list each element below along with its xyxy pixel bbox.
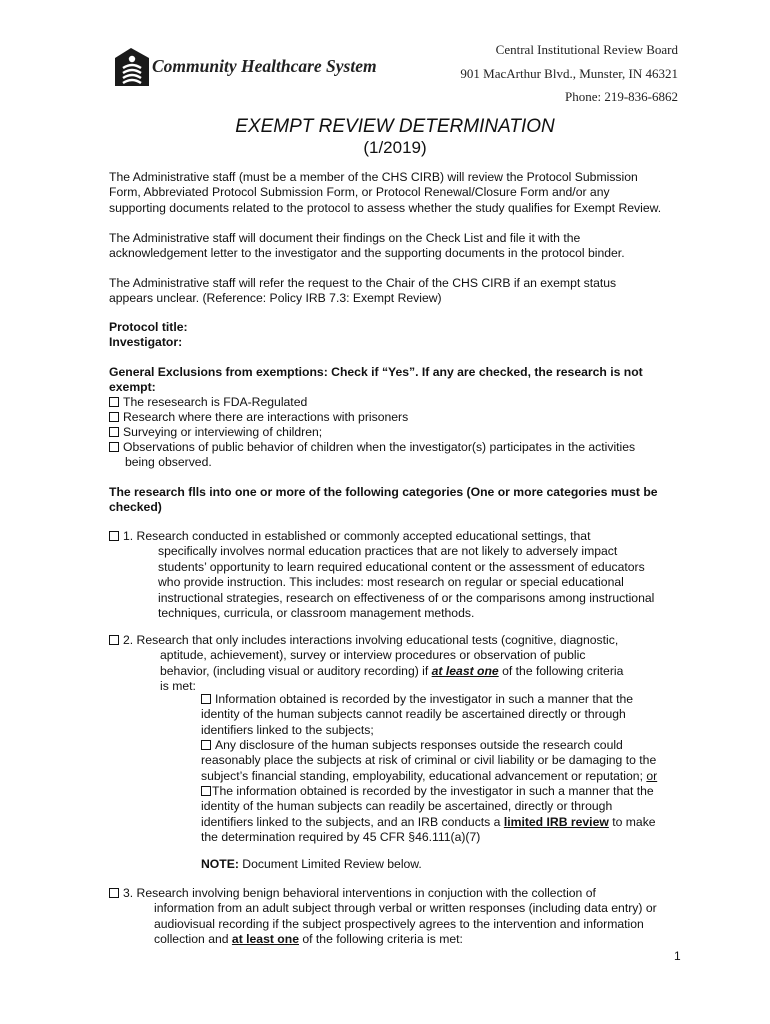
intro-paragraph-1: The Administrative staff (must be a member of the CHS CIRB) will review the Protocol Submission Form, Abbreviated Protocol Submission Form, or Protocol Renewal/Closure Form and/or any supporting documents related to the protocol to assess whether the study qualifies for Exempt Review.	[109, 170, 662, 215]
category-2: 2. Research that only includes interactions involving educational tests (cognitive, diagnostic, aptitude, achievement), survey or interview procedures or observation of public behavior, (including visual or auditory recording) if at least one of the following criteria is met:	[109, 633, 689, 695]
org-name: Community Healthcare System	[152, 56, 377, 76]
page-version: (1/2019)	[363, 138, 427, 157]
category-1: 1. Research conducted in established or commonly accepted educational settings, that specifically involves normal education practices that are not likely to adversely impact students’ opportunity to learn required educational content or the assessment of educators who provide instruction. This includes: most research on regular or special educational instructional strategies, research on effectiveness of or the comparisons among instructional techniques, curricula, or classroom management methods.	[109, 529, 689, 621]
categories-heading: The research flls into one or more of the following categories (One or more categories must be checked)	[109, 485, 658, 515]
category-2-criterion-b: Any disclosure of the human subjects responses outside the research could reasonably place the subjects at risk of criminal or civil liability or be damaging to the subject’s financial standing, employability, educational advancement or reputation; or	[201, 738, 658, 783]
exclusion-item: Research where there are interactions with prisoners	[109, 410, 689, 425]
page-number: 1	[674, 949, 681, 963]
category-2-criterion-c: The information obtained is recorded by the investigator in such a manner that the identity of the human subjects can readily be ascertained, directly or through identifiers linked to the subjects, and an IRB conducts a limited IRB review to make the determination required by 45 CFR §46.111(a)(7)	[201, 784, 656, 845]
board-name: Central Institutional Review Board	[495, 42, 678, 57]
exclusion-checkbox-2[interactable]	[109, 412, 119, 422]
board-address: 901 MacArthur Blvd., Munster, IN 46321	[460, 66, 678, 81]
exclusion-item: Observations of public behavior of children when the investigator(s) participates in the activities	[109, 440, 689, 455]
exclusions-heading: General Exclusions from exemptions: Check if “Yes”. If any are checked, the research is not exempt:	[109, 365, 643, 395]
protocol-title-label: Protocol title:	[109, 320, 188, 334]
exclusion-checkbox-3[interactable]	[109, 427, 119, 437]
exclusion-item: The resesearch is FDA-Regulated	[109, 395, 689, 410]
category-1-checkbox[interactable]	[109, 531, 119, 541]
chs-logo-icon	[111, 46, 153, 88]
exclusion-item-continued: being observed.	[125, 455, 212, 469]
criterion-a-checkbox[interactable]	[201, 694, 211, 704]
limited-review-note: NOTE: Document Limited Review below.	[201, 857, 422, 871]
exclusion-checkbox-4[interactable]	[109, 442, 119, 452]
category-2-checkbox[interactable]	[109, 635, 119, 645]
investigator-label: Investigator:	[109, 335, 183, 349]
criterion-c-checkbox[interactable]	[201, 786, 211, 796]
intro-paragraph-2: The Administrative staff will document their findings on the Check List and file it with the acknowledgement letter to the investigator and the supporting documents in the protocol binder.	[109, 231, 625, 261]
exclusion-checkbox-1[interactable]	[109, 397, 119, 407]
category-3: 3. Research involving benign behavioral interventions in conjuction with the collection of information from an adult subject through verbal or written responses (including data entry) or audiovisual recording if the subject prospectively agrees to the intervention and information collection and at least one of the following criteria is met:	[109, 886, 689, 948]
page-title: EXEMPT REVIEW DETERMINATION	[235, 116, 555, 137]
board-phone: Phone: 219-836-6862	[564, 89, 678, 104]
intro-paragraph-3: The Administrative staff will refer the request to the Chair of the CHS CIRB if an exempt status appears unclear. (Reference: Policy IRB 7.3: Exempt Review)	[109, 276, 617, 306]
category-3-checkbox[interactable]	[109, 888, 119, 898]
criterion-b-checkbox[interactable]	[201, 740, 211, 750]
exclusion-item: Surveying or interviewing of children;	[109, 425, 689, 440]
category-2-criterion-a: Information obtained is recorded by the investigator in such a manner that the identity of the human subjects cannot readily be ascertained directly or through identifiers linked to the subjects;	[201, 692, 634, 737]
